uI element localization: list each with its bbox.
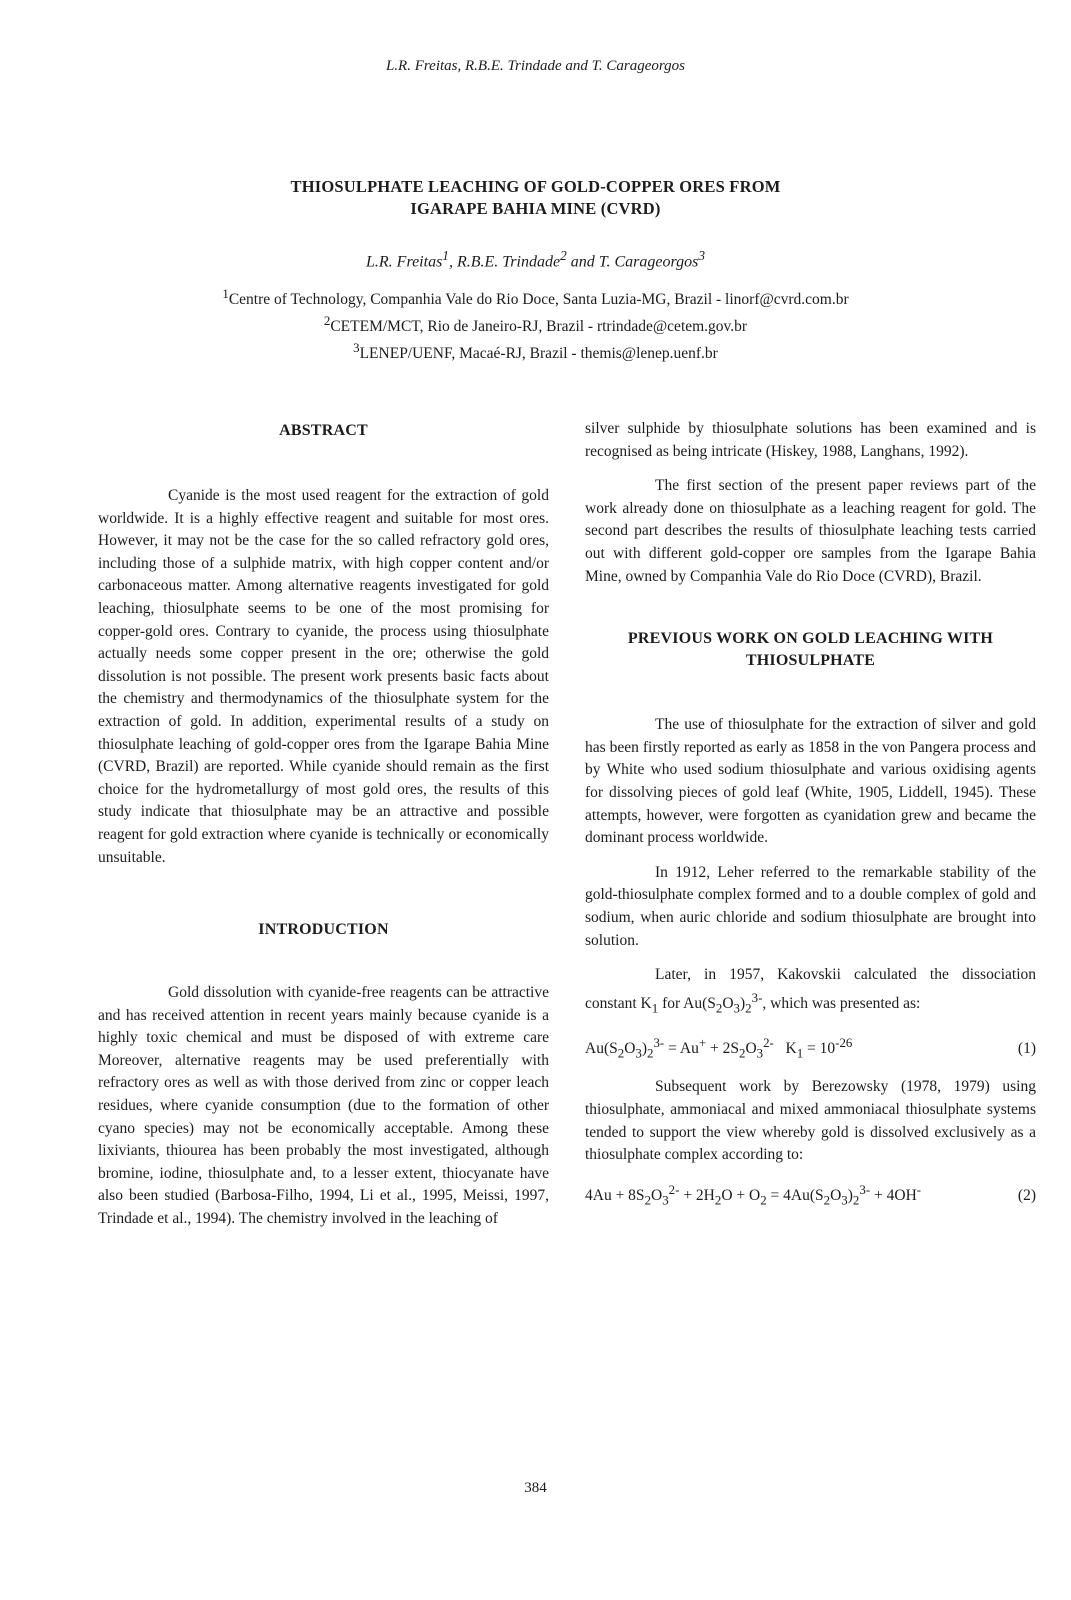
author-2: R.B.E. Trindade	[456, 253, 561, 271]
introduction-paragraph-2: The first section of the present paper reviews part of the work already done on thiosulphate as a leaching reagent for gold. The second part describes the results of thiosulphate leaching tests carried out with different gold-copper ore samples from the Igarape Bahia Mine, owned by Companhia Vale do Rio Doce (CVRD), Brazil.	[585, 477, 1036, 585]
right-column	[585, 418, 1036, 1224]
equation-1-expression: $Au(S_2O_3)_2^{3-} = Au^+ + 2S_2O_3^{2-}$ $K_1 = 10^{-26}$	[585, 1034, 853, 1060]
equation-2-expression: $4Au + 8S_2O_3^{2-} + 2H_2O + O_2 = 4Au(S_2O_3)_2^{3-} + 4OH^-$	[585, 1181, 922, 1207]
affiliation-1: $^1$Centre of Technology, Companhia Vale do Rio Doce, Santa Luzia-MG, Brazil - linorf@cvrd.com.br	[222, 286, 849, 309]
affiliation-2: $^2$CETEM/MCT, Rio de Janeiro-RJ, Brazil - rtrindade@cetem.gov.br	[323, 313, 748, 336]
previous-work-heading: PREVIOUS WORK ON GOLD LEACHING WITH THIOSULPHATE	[627, 630, 994, 670]
title-line-1: THIOSULPHATE LEACHING OF GOLD-COPPER ORES FROM	[290, 177, 781, 196]
author-3: T. Carageorgos	[598, 253, 699, 271]
introduction-heading: INTRODUCTION	[258, 921, 389, 939]
title-line-2: IGARAPE BAHIA MINE (CVRD)	[410, 199, 661, 218]
equation-2	[585, 1179, 1036, 1212]
left-column	[98, 418, 549, 1231]
running-head: L.R. Freitas, R.B.E. Trindade and T. Carageorgos	[385, 58, 686, 74]
paper-title	[160, 176, 911, 220]
equation-1	[585, 1032, 1036, 1065]
introduction-paragraph-1: Gold dissolution with cyanide-free reagents can be attractive and has received attention in recent years mainly because cyanide is a highly toxic chemical and must be disposed of with extreme care Moreover, alternative reagents may be used preferentially with refractory ores as well as with those derived from zinc or copper leach residues, where cyanide consumption (due to the formation of other cyano species) may not be economically acceptable. Among these lixiviants, thiourea has been probably the most investigated, although bromine, iodine, thiosulphate and, to a lesser extent, thiocyanate have also been studied (Barbosa-Filho, 1994, Li et al., 1995, Meissi, 1997, Trindade et al., 1994). The chemistry involved in the leaching of	[98, 984, 549, 1228]
abstract-text: Cyanide is the most used reagent for the extraction of gold worldwide. It is a highly effective reagent and suitable for most ores. However, it may not be the case for the so called refractory gold ores, including those of a sulphide matrix, with high copper content and/or carbonaceous matter. Among alternative reagents investigated for gold leaching, thiosulphate seems to be one of the most promising for copper-gold ores. Contrary to cyanide, the process using thiosulphate actually needs some copper present in the ore; otherwise the gold dissolution is not possible. The present work presents basic facts about the chemistry and thermodynamics of the thiosulphate system for the extraction of gold. In addition, experimental results of a study on thiosulphate leaching of gold-copper ores from the Igarape Bahia Mine (CVRD, Brazil) are reported. While cyanide should remain as the first choice for the hydrometallurgy of most gold ores, the results of this study indicate that thiosulphate may be an attractive and possible reagent for gold extraction where cyanide is technically or economically unsuitable.	[98, 487, 549, 866]
equation-2-number: (2)	[1017, 1186, 1036, 1204]
previous-work-paragraph-1: The use of thiosulphate for the extraction of silver and gold has been firstly reported as early as 1858 in the von Pangera process and by White who used sodium thiosulphate and various oxidising agents for dissolving pieces of gold leaf (White, 1905, Liddell, 1945). These attempts, however, were forgotten as cyanidation grew and became the dominant process worldwide.	[585, 716, 1036, 847]
previous-work-paragraph-3: Later, in 1957, Kakovskii calculated the dissociation constant $K_1$ for $Au(S_2O_3)_2^{3-}$, which was presented as:	[585, 966, 1036, 1015]
abstract-heading: ABSTRACT	[279, 422, 368, 439]
previous-work-paragraph-4: Subsequent work by Berezowsky (1978, 1979) using thiosulphate, ammoniacal and mixed ammoniacal thiosulphate systems tended to support the view whereby gold is dissolved exclusively as a thiosulphate complex according to:	[585, 1078, 1036, 1164]
affiliation-3: $^3$LENEP/UENF, Macaé-RJ, Brazil - themis@lenep.uenf.br	[353, 340, 718, 363]
affiliations	[0, 283, 1071, 364]
previous-work-paragraph-2: In 1912, Leher referred to the remarkable stability of the gold-thiosulphate complex formed and to a double complex of gold and sodium, when auric chloride and sodium thiosulphate are brought into solution.	[585, 863, 1036, 949]
introduction-paragraph-1-continued: silver sulphide by thiosulphate solutions has been examined and is recognised as being intricate (Hiskey, 1988, Langhans, 1992).	[585, 420, 1036, 460]
author-1: L.R. Freitas	[366, 253, 443, 271]
equation-1-number: (1)	[1017, 1039, 1036, 1057]
page-number: 384	[524, 1480, 547, 1496]
author-list: L.R. Freitas$^1$, R.B.E. Trindade$^2$ and T. Carageorgos$^3$	[366, 248, 705, 271]
